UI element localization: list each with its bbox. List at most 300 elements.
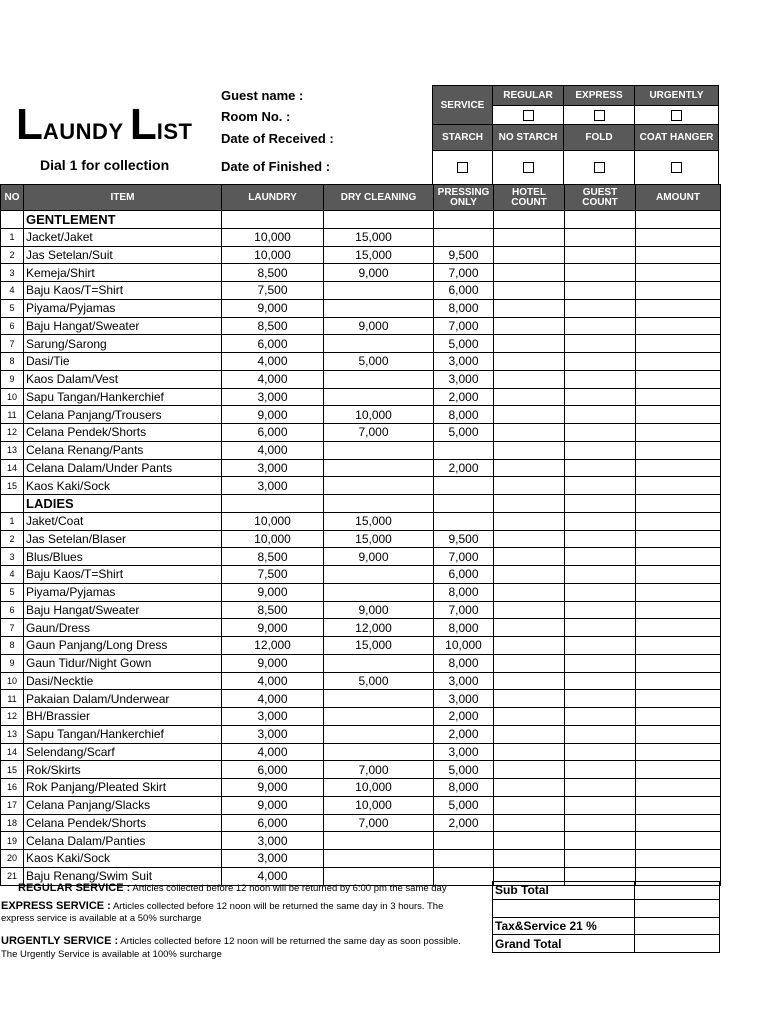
regular-service-label: REGULAR SERVICE :: [18, 882, 131, 894]
guest-count-cell[interactable]: [565, 779, 636, 797]
starch-checkbox[interactable]: [457, 162, 468, 173]
guest-count-cell[interactable]: [565, 512, 636, 530]
amount-cell[interactable]: [636, 796, 721, 814]
item-name: Rok Panjang/Pleated Skirt: [24, 779, 222, 797]
guest-count-cell[interactable]: [565, 406, 636, 424]
item-name: Piyama/Pyjamas: [24, 583, 222, 601]
pressing-price: 8,000: [434, 406, 494, 424]
table-row: [1, 637, 721, 655]
dry-cleaning-price: 9,000: [324, 548, 434, 566]
item-name: Gaun Tidur/Night Gown: [24, 654, 222, 672]
table-row: [1, 672, 721, 690]
laundry-price: 12,000: [222, 637, 324, 655]
item-name: Baju Kaos/T=Shirt: [24, 566, 222, 584]
pressing-price: [434, 850, 494, 868]
amount-cell[interactable]: [636, 779, 721, 797]
section-empty-cell: [324, 211, 434, 229]
table-row: [1, 317, 721, 335]
express-service-text-1: Articles collected before 12 noon will be returned the same day in 3 hours. The: [112, 901, 444, 912]
laundry-price: 4,000: [222, 441, 324, 459]
dry-cleaning-price: [324, 282, 434, 300]
row-number: 15: [1, 477, 24, 495]
amount-cell[interactable]: [636, 583, 721, 601]
guest-count-cell[interactable]: [565, 441, 636, 459]
amount-cell[interactable]: [636, 548, 721, 566]
pressing-price: 2,000: [434, 725, 494, 743]
item-name: Kemeja/Shirt: [24, 264, 222, 282]
hotel-count-cell[interactable]: [494, 424, 565, 442]
table-row: [1, 814, 721, 832]
dry-cleaning-price: [324, 370, 434, 388]
amount-cell[interactable]: [636, 353, 721, 371]
item-name: Pakaian Dalam/Underwear: [24, 690, 222, 708]
guest-count-cell[interactable]: [565, 370, 636, 388]
amount-cell[interactable]: [636, 601, 721, 619]
guest-count-cell[interactable]: [565, 566, 636, 584]
amount-cell[interactable]: [636, 406, 721, 424]
guest-count-cell[interactable]: [565, 743, 636, 761]
row-number: 12: [1, 424, 24, 442]
hotel-count-cell[interactable]: [494, 228, 565, 246]
pressing-price: 7,000: [434, 601, 494, 619]
amount-cell[interactable]: [636, 814, 721, 832]
dry-cleaning-price: 7,000: [324, 814, 434, 832]
dry-cleaning-price: 15,000: [324, 512, 434, 530]
table-header-row: [1, 185, 721, 211]
laundry-price: 4,000: [222, 370, 324, 388]
dry-cleaning-price: [324, 850, 434, 868]
dry-cleaning-price: 15,000: [324, 530, 434, 548]
dry-cleaning-price: 5,000: [324, 672, 434, 690]
amount-cell[interactable]: [636, 832, 721, 850]
laundry-price: 6,000: [222, 424, 324, 442]
col-header-amount: AMOUNT: [636, 185, 721, 211]
hotel-count-cell[interactable]: [494, 566, 565, 584]
amount-cell[interactable]: [636, 299, 721, 317]
dry-cleaning-price: [324, 654, 434, 672]
express-service-note: [1, 901, 443, 912]
table-row: [1, 583, 721, 601]
dry-cleaning-price: [324, 335, 434, 353]
table-row: [1, 548, 721, 566]
hotel-count-cell[interactable]: [494, 299, 565, 317]
amount-cell[interactable]: [636, 708, 721, 726]
amount-cell[interactable]: [636, 619, 721, 637]
service-regular-cell: [492, 105, 564, 125]
col-header-hotel-count: HOTEL COUNT: [494, 185, 565, 211]
dry-cleaning-price: [324, 743, 434, 761]
row-number: 2: [1, 246, 24, 264]
row-number: 1: [1, 228, 24, 246]
dry-cleaning-price: 10,000: [324, 779, 434, 797]
express-service-note-2: express service is available at a 50% surcharge: [1, 913, 202, 924]
hotel-count-cell[interactable]: [494, 548, 565, 566]
item-name: Rok/Skirts: [24, 761, 222, 779]
table-row: [1, 228, 721, 246]
item-name: Kaos Kaki/Sock: [24, 850, 222, 868]
section-empty-cell: [1, 495, 24, 513]
hotel-count-cell[interactable]: [494, 619, 565, 637]
guest-count-cell[interactable]: [565, 654, 636, 672]
service-express-checkbox[interactable]: [594, 110, 605, 121]
hotel-count-cell[interactable]: [494, 779, 565, 797]
laundry-price: 8,500: [222, 317, 324, 335]
item-name: Blus/Blues: [24, 548, 222, 566]
hotel-count-cell[interactable]: [494, 637, 565, 655]
starch-label: STARCH: [432, 124, 493, 151]
amount-cell[interactable]: [636, 512, 721, 530]
table-row: [1, 619, 721, 637]
hotel-count-cell[interactable]: [494, 406, 565, 424]
guest-count-cell[interactable]: [565, 282, 636, 300]
row-number: 5: [1, 583, 24, 601]
coat-hanger-checkbox[interactable]: [671, 162, 682, 173]
guest-name-label: Guest name :: [221, 88, 304, 103]
laundry-price: 3,000: [222, 459, 324, 477]
row-number: 14: [1, 743, 24, 761]
table-row: [1, 264, 721, 282]
guest-count-cell[interactable]: [565, 832, 636, 850]
item-name: Gaun Panjang/Long Dress: [24, 637, 222, 655]
amount-cell[interactable]: [636, 637, 721, 655]
section-empty-cell: [222, 495, 324, 513]
table-row: [1, 530, 721, 548]
item-name: Celana Panjang/Slacks: [24, 796, 222, 814]
row-number: 14: [1, 459, 24, 477]
guest-count-cell[interactable]: [565, 477, 636, 495]
item-name: Gaun/Dress: [24, 619, 222, 637]
row-number: 17: [1, 796, 24, 814]
date-received-label: Date of Received :: [221, 131, 334, 146]
laundry-price: 6,000: [222, 335, 324, 353]
row-number: 7: [1, 335, 24, 353]
hotel-count-cell[interactable]: [494, 583, 565, 601]
title-letter-l2: L: [129, 100, 157, 149]
laundry-price: 9,000: [222, 299, 324, 317]
hotel-count-cell[interactable]: [494, 725, 565, 743]
laundry-price-table: [0, 184, 721, 886]
grand-total-amount-cell[interactable]: [635, 935, 720, 953]
amount-cell[interactable]: [636, 761, 721, 779]
dry-cleaning-price: 5,000: [324, 353, 434, 371]
row-number: 6: [1, 317, 24, 335]
hotel-count-cell[interactable]: [494, 317, 565, 335]
pressing-price: 9,500: [434, 530, 494, 548]
amount-cell[interactable]: [636, 264, 721, 282]
table-row: [1, 690, 721, 708]
guest-count-cell[interactable]: [565, 246, 636, 264]
urgently-service-text-1: Articles collected before 12 noon will be returned the same day as soon possible.: [120, 936, 461, 947]
table-row: [1, 850, 721, 868]
pressing-price: 6,000: [434, 282, 494, 300]
item-name: Jacket/Jaket: [24, 228, 222, 246]
amount-cell[interactable]: [636, 388, 721, 406]
item-name: Jas Setelan/Blaser: [24, 530, 222, 548]
hotel-count-cell[interactable]: [494, 441, 565, 459]
hotel-count-cell[interactable]: [494, 512, 565, 530]
guest-count-cell[interactable]: [565, 814, 636, 832]
amount-cell[interactable]: [636, 317, 721, 335]
table-row: [1, 246, 721, 264]
guest-count-cell[interactable]: [565, 725, 636, 743]
laundry-price: 10,000: [222, 530, 324, 548]
laundry-price: 9,000: [222, 619, 324, 637]
pressing-price: 8,000: [434, 583, 494, 601]
section-empty-cell: [434, 495, 494, 513]
amount-cell[interactable]: [636, 566, 721, 584]
laundry-price: 8,500: [222, 601, 324, 619]
laundry-price: 4,000: [222, 672, 324, 690]
item-name: Baju Renang/Swim Suit: [24, 867, 222, 885]
laundry-price: 10,000: [222, 512, 324, 530]
item-name: Kaos Dalam/Vest: [24, 370, 222, 388]
table-row: [1, 459, 721, 477]
pressing-price: [434, 228, 494, 246]
form-title: [16, 100, 216, 153]
dry-cleaning-price: [324, 477, 434, 495]
pressing-price: 3,000: [434, 370, 494, 388]
hotel-count-cell[interactable]: [494, 654, 565, 672]
guest-count-cell[interactable]: [565, 761, 636, 779]
guest-count-cell[interactable]: [565, 850, 636, 868]
dry-cleaning-price: [324, 583, 434, 601]
pressing-price: 8,000: [434, 299, 494, 317]
hotel-count-cell[interactable]: [494, 335, 565, 353]
amount-cell[interactable]: [636, 477, 721, 495]
guest-count-cell[interactable]: [565, 299, 636, 317]
hotel-count-cell[interactable]: [494, 530, 565, 548]
hotel-count-cell[interactable]: [494, 690, 565, 708]
laundry-price: 6,000: [222, 814, 324, 832]
service-regular-checkbox[interactable]: [523, 110, 534, 121]
laundry-price: 4,000: [222, 867, 324, 885]
amount-cell[interactable]: [636, 850, 721, 868]
hotel-count-cell[interactable]: [494, 743, 565, 761]
urgently-service-note-2: The Urgently Service is available at 100% surcharge: [1, 949, 222, 960]
table-row: [1, 566, 721, 584]
pressing-price: 7,000: [434, 317, 494, 335]
tax-amount-cell[interactable]: [635, 917, 720, 935]
laundry-price: 10,000: [222, 228, 324, 246]
title-letter-l1: L: [16, 100, 43, 149]
guest-count-cell[interactable]: [565, 264, 636, 282]
amount-cell[interactable]: [636, 228, 721, 246]
service-regular-header: REGULAR: [492, 85, 564, 106]
row-number: 6: [1, 601, 24, 619]
row-number: 8: [1, 637, 24, 655]
item-name: Celana Panjang/Trousers: [24, 406, 222, 424]
row-number: 10: [1, 388, 24, 406]
guest-count-cell[interactable]: [565, 672, 636, 690]
section-empty-cell: [565, 211, 636, 229]
pressing-price: 5,000: [434, 761, 494, 779]
row-number: 13: [1, 441, 24, 459]
pressing-price: 3,000: [434, 353, 494, 371]
hotel-count-cell[interactable]: [494, 264, 565, 282]
amount-cell[interactable]: [636, 246, 721, 264]
amount-cell[interactable]: [636, 672, 721, 690]
col-header-no: NO: [1, 185, 24, 211]
amount-cell[interactable]: [636, 530, 721, 548]
dry-cleaning-price: [324, 441, 434, 459]
room-number-label: Room No. :: [221, 109, 291, 124]
laundry-price: 6,000: [222, 761, 324, 779]
dry-cleaning-price: [324, 690, 434, 708]
laundry-price: 4,000: [222, 353, 324, 371]
hotel-count-cell[interactable]: [494, 796, 565, 814]
section-empty-cell: [636, 495, 721, 513]
guest-count-cell[interactable]: [565, 548, 636, 566]
amount-cell[interactable]: [636, 441, 721, 459]
dry-cleaning-price: 15,000: [324, 637, 434, 655]
row-number: 9: [1, 654, 24, 672]
hotel-count-cell[interactable]: [494, 370, 565, 388]
hotel-count-cell[interactable]: [494, 761, 565, 779]
item-name: Jaket/Coat: [24, 512, 222, 530]
dry-cleaning-price: 9,000: [324, 264, 434, 282]
dry-cleaning-price: 9,000: [324, 601, 434, 619]
fold-cell: [563, 150, 635, 185]
regular-service-text: Articles collected before 12 noon will be returned by 6:00 pm the same day: [132, 883, 447, 894]
table-row: [1, 725, 721, 743]
table-row: [1, 654, 721, 672]
hotel-count-cell[interactable]: [494, 388, 565, 406]
amount-cell[interactable]: [636, 424, 721, 442]
section-empty-cell: [494, 211, 565, 229]
fold-checkbox[interactable]: [594, 162, 605, 173]
section-empty-cell: [1, 211, 24, 229]
section-title: GENTLEMENT: [24, 211, 222, 229]
pressing-price: 10,000: [434, 637, 494, 655]
row-number: 11: [1, 690, 24, 708]
pressing-price: 9,500: [434, 246, 494, 264]
row-number: 12: [1, 708, 24, 726]
guest-count-cell[interactable]: [565, 637, 636, 655]
blank-total-amount-cell[interactable]: [635, 899, 720, 917]
pressing-price: 5,000: [434, 424, 494, 442]
service-express-cell: [563, 105, 635, 125]
col-header-guest-count: GUEST COUNT: [565, 185, 636, 211]
pressing-price: 7,000: [434, 264, 494, 282]
grand-total-label: Grand Total: [493, 935, 635, 953]
regular-service-note: [18, 883, 447, 894]
section-empty-cell: [434, 211, 494, 229]
laundry-price: 3,000: [222, 725, 324, 743]
row-number: 5: [1, 299, 24, 317]
table-row: [1, 335, 721, 353]
hotel-count-cell[interactable]: [494, 850, 565, 868]
hotel-count-cell[interactable]: [494, 353, 565, 371]
item-name: Celana Pendek/Shorts: [24, 424, 222, 442]
guest-count-cell[interactable]: [565, 353, 636, 371]
pressing-price: [434, 512, 494, 530]
tax-label: Tax&Service 21 %: [493, 917, 635, 935]
item-name: Baju Kaos/T=Shirt: [24, 282, 222, 300]
laundry-price: 9,000: [222, 583, 324, 601]
hotel-count-cell[interactable]: [494, 672, 565, 690]
row-number: 3: [1, 264, 24, 282]
guest-count-cell[interactable]: [565, 601, 636, 619]
guest-count-cell[interactable]: [565, 335, 636, 353]
no-starch-cell: [492, 150, 564, 185]
item-name: Sapu Tangan/Hankerchief: [24, 725, 222, 743]
pressing-price: 8,000: [434, 779, 494, 797]
amount-cell[interactable]: [636, 459, 721, 477]
table-row: [1, 424, 721, 442]
amount-cell[interactable]: [636, 282, 721, 300]
section-empty-cell: [324, 495, 434, 513]
guest-count-cell[interactable]: [565, 459, 636, 477]
express-service-label: EXPRESS SERVICE :: [1, 900, 111, 912]
dial-instruction: Dial 1 for collection: [40, 157, 170, 173]
amount-cell[interactable]: [636, 370, 721, 388]
item-name: BH/Brassier: [24, 708, 222, 726]
no-starch-checkbox[interactable]: [523, 162, 534, 173]
subtotal-amount-cell[interactable]: [635, 882, 720, 900]
pressing-price: 5,000: [434, 796, 494, 814]
laundry-price: 7,500: [222, 282, 324, 300]
guest-count-cell[interactable]: [565, 317, 636, 335]
hotel-count-cell[interactable]: [494, 477, 565, 495]
row-number: 1: [1, 512, 24, 530]
pressing-price: 6,000: [434, 566, 494, 584]
laundry-price: 3,000: [222, 388, 324, 406]
guest-count-cell[interactable]: [565, 388, 636, 406]
hotel-count-cell[interactable]: [494, 282, 565, 300]
amount-cell[interactable]: [636, 743, 721, 761]
table-row: [1, 743, 721, 761]
hotel-count-cell[interactable]: [494, 246, 565, 264]
hotel-count-cell[interactable]: [494, 601, 565, 619]
guest-count-cell[interactable]: [565, 690, 636, 708]
hotel-count-cell[interactable]: [494, 708, 565, 726]
row-number: 8: [1, 353, 24, 371]
amount-cell[interactable]: [636, 725, 721, 743]
amount-cell[interactable]: [636, 335, 721, 353]
title-part-2: IST: [156, 119, 193, 144]
service-urgently-header: URGENTLY: [634, 85, 719, 106]
urgently-service-label: URGENTLY SERVICE :: [1, 935, 119, 947]
hotel-count-cell[interactable]: [494, 814, 565, 832]
guest-count-cell[interactable]: [565, 708, 636, 726]
guest-count-cell[interactable]: [565, 228, 636, 246]
row-number: 21: [1, 867, 24, 885]
pressing-price: [434, 477, 494, 495]
item-name: Baju Hangat/Sweater: [24, 317, 222, 335]
guest-count-cell[interactable]: [565, 796, 636, 814]
service-urgently-checkbox[interactable]: [671, 110, 682, 121]
hotel-count-cell[interactable]: [494, 459, 565, 477]
pressing-price: 7,000: [434, 548, 494, 566]
laundry-price: 4,000: [222, 743, 324, 761]
table-row: [1, 299, 721, 317]
blank-total-label-cell: [493, 899, 635, 917]
item-name: Celana Dalam/Panties: [24, 832, 222, 850]
table-row: [1, 282, 721, 300]
laundry-price: 3,000: [222, 850, 324, 868]
amount-cell[interactable]: [636, 690, 721, 708]
guest-count-cell[interactable]: [565, 530, 636, 548]
guest-count-cell[interactable]: [565, 619, 636, 637]
row-number: 4: [1, 566, 24, 584]
dry-cleaning-price: 12,000: [324, 619, 434, 637]
guest-count-cell[interactable]: [565, 424, 636, 442]
col-header-dry-cleaning: DRY CLEANING: [324, 185, 434, 211]
guest-count-cell[interactable]: [565, 583, 636, 601]
hotel-count-cell[interactable]: [494, 832, 565, 850]
item-name: Sapu Tangan/Hankerchief: [24, 388, 222, 406]
amount-cell[interactable]: [636, 654, 721, 672]
